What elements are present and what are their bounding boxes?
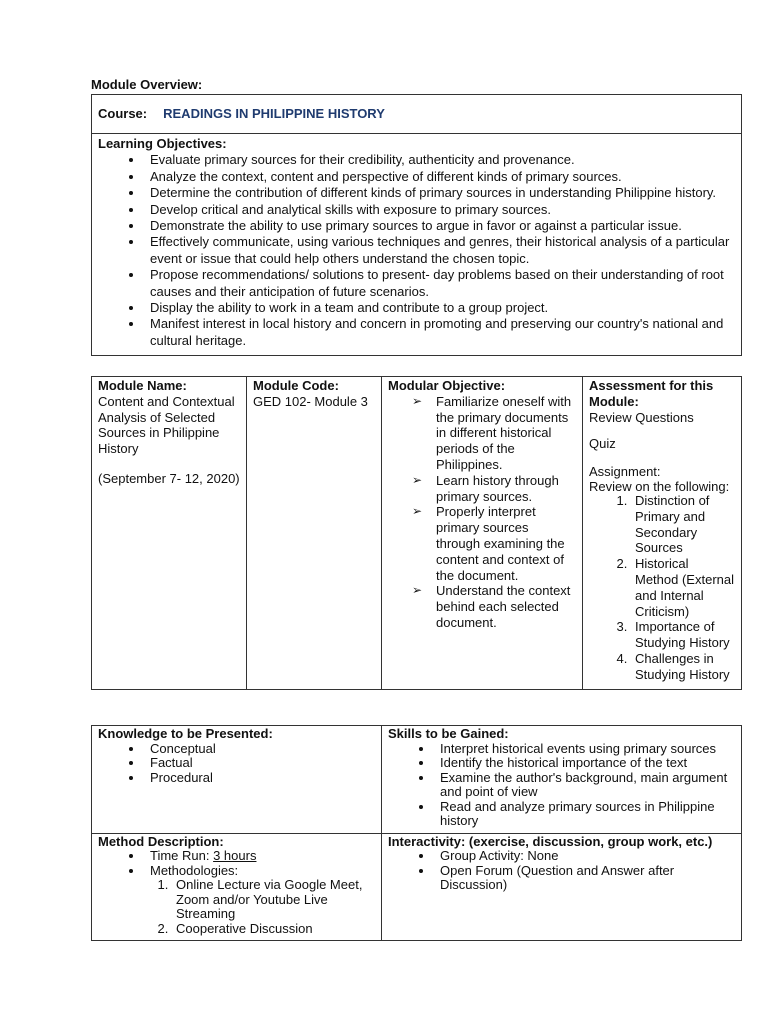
- skills-cell: [382, 726, 742, 834]
- time-run-label: Time Run:: [150, 848, 214, 863]
- assessment-cell: [583, 377, 742, 690]
- course-label: Course:: [98, 106, 148, 121]
- module-overview-title: Module Overview:: [91, 77, 203, 92]
- list-item: • Determine the contribution of different kinds of primary sources in understanding Philippine history.: [144, 185, 735, 201]
- list-item: • Read and analyze primary sources in Philippine history: [434, 800, 735, 829]
- list-item: 4. Challenges in Studying History: [631, 651, 735, 683]
- course-table: [91, 94, 742, 356]
- knowledge-heading: Knowledge to be Presented:: [98, 726, 273, 741]
- knowledge-cell: [92, 726, 382, 834]
- knowledge-skills-table: [91, 725, 742, 941]
- learning-objectives-cell: [92, 134, 742, 356]
- list-item: • Develop critical and analytical skills with exposure to primary sources.: [144, 202, 735, 218]
- assessment-quiz: Quiz: [589, 436, 616, 452]
- course-cell: [92, 95, 742, 134]
- interactivity-list: [388, 849, 735, 893]
- assessment-items-list: [589, 493, 735, 683]
- modular-objective-label: Modular Objective:: [388, 378, 506, 393]
- learning-objectives-list: [98, 152, 735, 349]
- learning-objectives-heading: Learning Objectives:: [98, 136, 227, 151]
- module-name-cell: [92, 377, 247, 690]
- list-item: ➢ Familiarize oneself with the primary documents in different historical periods of the Philippines.: [412, 394, 576, 473]
- method-heading: Method Description:: [98, 833, 224, 849]
- module-code-label: Module Code:: [253, 378, 339, 393]
- methodologies-label: Methodologies:: [150, 862, 239, 878]
- list-item: • Effectively communicate, using various techniques and genres, their historical analysis of a particular event or issue that could help others understand the chosen topic.: [144, 234, 735, 267]
- list-item: ➢ Learn history through primary sources.: [412, 473, 576, 505]
- list-item: • Factual: [144, 756, 375, 771]
- module-name-label: Module Name:: [98, 378, 187, 393]
- list-item: 2. Cooperative Discussion: [172, 922, 375, 937]
- list-item: • Propose recommendations/ solutions to present- day problems based on their understanding of root causes and their anticipation of future scenarios.: [144, 267, 735, 300]
- list-item: • Display the ability to work in a team and contribute to a group project.: [144, 300, 735, 316]
- method-list: [98, 849, 375, 936]
- module-code-cell: [247, 377, 382, 690]
- modular-objective-list: [388, 394, 576, 631]
- module-code-value: GED 102- Module 3: [253, 393, 368, 409]
- list-item: • Interpret historical events using primary sources: [434, 742, 735, 757]
- modular-objective-cell: [382, 377, 583, 690]
- module-name-value: Content and Contextual Analysis of Selected Sources in Philippine History: [98, 393, 235, 457]
- methodologies-list: [150, 878, 375, 936]
- list-item: • Conceptual: [144, 742, 375, 757]
- time-run-value: 3 hours: [213, 848, 257, 863]
- course-title: READINGS IN PHILIPPINE HISTORY: [163, 106, 385, 121]
- skills-list: [388, 742, 735, 829]
- knowledge-list: [98, 742, 375, 786]
- list-item: 1. Online Lecture via Google Meet, Zoom and/or Youtube Live Streaming: [172, 878, 375, 922]
- interactivity-cell: [382, 833, 742, 941]
- assessment-review-on: Review on the following:: [589, 478, 730, 494]
- list-item: ➢ Understand the context behind each selected document.: [412, 583, 576, 630]
- list-item: • Group Activity: None: [434, 849, 735, 864]
- interactivity-heading: Interactivity: (exercise, discussion, group work, etc.): [388, 833, 713, 849]
- list-item: • Demonstrate the ability to use primary sources to argue in favor or against a particular issue.: [144, 218, 735, 234]
- list-item: 1. Distinction of Primary and Secondary Sources: [631, 493, 735, 556]
- skills-heading: Skills to be Gained:: [388, 726, 509, 741]
- module-date: (September 7- 12, 2020): [98, 470, 240, 486]
- list-item: 2. Historical Method (External and Internal Criticism): [631, 556, 735, 619]
- assessment-label: Assessment for this Module:: [589, 378, 714, 409]
- list-item: • Procedural: [144, 771, 375, 786]
- module-details-table: [91, 376, 742, 690]
- methodologies-item: [144, 864, 375, 937]
- list-item: • Identify the historical importance of the text: [434, 756, 735, 771]
- assessment-assignment: Assignment:: [589, 464, 661, 480]
- list-item: • Analyze the context, content and perspective of different kinds of primary sources.: [144, 169, 735, 185]
- list-item: • Evaluate primary sources for their credibility, authenticity and provenance.: [144, 152, 735, 168]
- list-item: • Open Forum (Question and Answer after Discussion): [434, 864, 735, 893]
- list-item: 3. Importance of Studying History: [631, 619, 735, 651]
- list-item: • Examine the author's background, main argument and point of view: [434, 771, 735, 800]
- method-cell: [92, 833, 382, 941]
- list-item: ➢ Properly interpret primary sources through examining the content and context of the document.: [412, 504, 576, 583]
- assessment-review: Review Questions: [589, 409, 694, 425]
- time-run-item: [144, 849, 375, 864]
- list-item: • Manifest interest in local history and concern in promoting and preserving our country's national and cultural heritage.: [144, 316, 735, 349]
